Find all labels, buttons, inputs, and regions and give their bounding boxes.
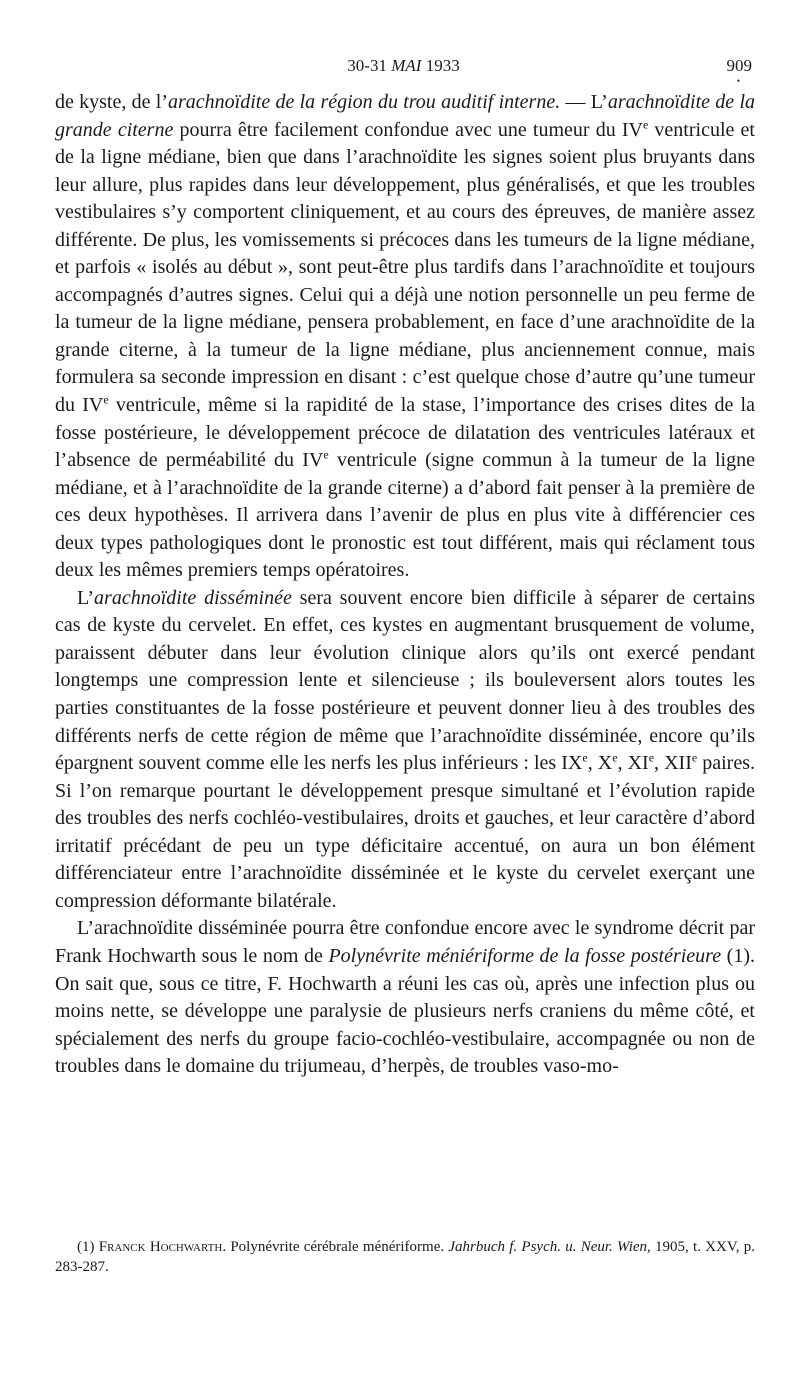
text-run: L’ <box>77 586 95 609</box>
header-date <box>55 56 752 76</box>
ordinal-superscript: e <box>323 447 329 462</box>
header-dot: • <box>736 76 740 86</box>
paragraph-1 <box>55 89 755 585</box>
text-run: , XI <box>617 752 649 775</box>
footnote-marker: (1) <box>77 1239 99 1255</box>
paragraph-2 <box>55 585 755 916</box>
footnote-author: Franck Hochwarth <box>98 1239 223 1255</box>
running-header <box>55 56 752 86</box>
ordinal-superscript: e <box>103 392 109 407</box>
paragraph-3 <box>55 915 755 1080</box>
text-run: de kyste, de l’ <box>55 91 168 113</box>
ordinal-superscript: e <box>612 750 618 765</box>
text-run: paires. Si l’on remarque pourtant le développement presque simultané et l’évolution rapide des troubles des nerfs cochléo-vestibulaires, droits et gauches, et leur caractère d’abord irritatif précédant de peu un type déficitaire accentué, on aura un bon élément différenciateur entre l’arachnoïdite disséminée et le kyste du cervelet exerçant une compression déformante bilatérale. <box>55 752 756 912</box>
page-number: 909 <box>726 56 752 75</box>
ordinal-superscript: e <box>642 116 649 131</box>
ordinal-superscript: e <box>648 750 655 765</box>
italic-phrase: arachnoïdite de la région du trou auditif interne. <box>168 91 561 113</box>
text-run: ventricule (signe commun à la tumeur de la ligne médiane, et à l’arachnoïdite de la grande citerne) a d’abord fait penser à la première de ces deux hypothèses. Il arrivera dans l’avenir de plus en plus vite à différencier ces deux types pathologiques dont le pronostic est tout différent, mais qui réclament tous deux les mêmes premiers temps opératoires. <box>55 449 755 582</box>
ordinal-superscript: e <box>691 750 698 765</box>
italic-phrase: Polynévrite méniériforme de la fosse postérieure <box>328 944 722 967</box>
header-month: MAI <box>391 56 422 75</box>
footnote-journal: Jahrbuch f. Psych. u. Neur. Wien, <box>448 1239 651 1255</box>
text-run: ventricule, même si la rapidité de la stase, l’importance des crises dites de la fosse postérieure, le développement précoce de dilatation des ventricules latéraux et l’absence de perméabilité du IV <box>55 394 755 472</box>
text-run: (1). On sait que, sous ce titre, F. Hochwarth a réuni les cas où, après une infection plus ou moins nette, se développe une paralysie de plusieurs nerfs craniens du même côté, et spécialement des nerfs du groupe facio-cochléo-vestibulaire, accompagnée ou non de troubles dans le domaine du trijumeau, d’herpès, de troubles vaso-mo- <box>55 944 755 1078</box>
text-run: , XII <box>654 752 692 775</box>
header-year: 1933 <box>421 56 460 75</box>
header-day: 30-31 <box>347 56 392 75</box>
ordinal-superscript: e <box>582 750 588 765</box>
text-run: pourra être facilement confondue avec une tumeur du IV <box>173 118 643 141</box>
footnote <box>55 1237 755 1277</box>
body-text <box>55 89 755 1081</box>
footnote-details: 1905, t. XXV, p. 283-287. <box>55 1239 755 1275</box>
text-run: L’arachnoïdite disséminée pourra être confondue encore avec le syndrome décrit par Frank Hochwarth sous le nom de <box>55 917 755 967</box>
italic-phrase: arachnoïdite disséminée <box>94 586 292 609</box>
italic-phrase: arachnoïdite de la grande citerne <box>55 91 756 141</box>
text-run: , X <box>587 752 613 775</box>
footnote-text: . Polynévrite cérébrale ménériforme. <box>222 1239 449 1255</box>
text-run: — L’ <box>560 91 608 113</box>
text-run: sera souvent encore bien difficile à séparer de certains cas de kyste du cervelet. En effet, ces kystes en augmentant brusquement de volume, paraissent débuter dans leur évolution clinique alors qu’ils ont exercé pendant longtemps une compression lente et silencieuse ; ils bouleversent alors toutes les parties constituantes de la fosse postérieure et peuvent donner lieu à des troubles des différents nerfs de cette région de même que l’arachnoïdite disséminée, encore qu’ils épargnent souvent comme elle les nerfs les plus inférieurs : les IX <box>55 586 755 775</box>
text-run: ventricule et de la ligne médiane, bien que dans l’arachnoïdite les signes soient plus bruyants dans leur allure, plus rapides dans leur développement, plus généralisés, et que les troubles vestibulaires s’y comportent cliniquement, et au cours des épreuves, de manière assez différente. De plus, les vomissements si précoces dans les tumeurs de la ligne médiane, et parfois « isolés au début », sont peut-être plus tardifs dans l’arachnoïdite et toujours accompagnés d’autres signes. Celui qui a déjà une notion personnelle un peu ferme de la tumeur de la ligne médiane, pensera probablement, en face d’une arachnoïdite de la grande citerne, à la tumeur de la ligne médiane, plus anciennement connue, mais formulera sa seconde impression en disant : c’est quelque chose d’autre qu’une tumeur du IV <box>55 118 755 417</box>
